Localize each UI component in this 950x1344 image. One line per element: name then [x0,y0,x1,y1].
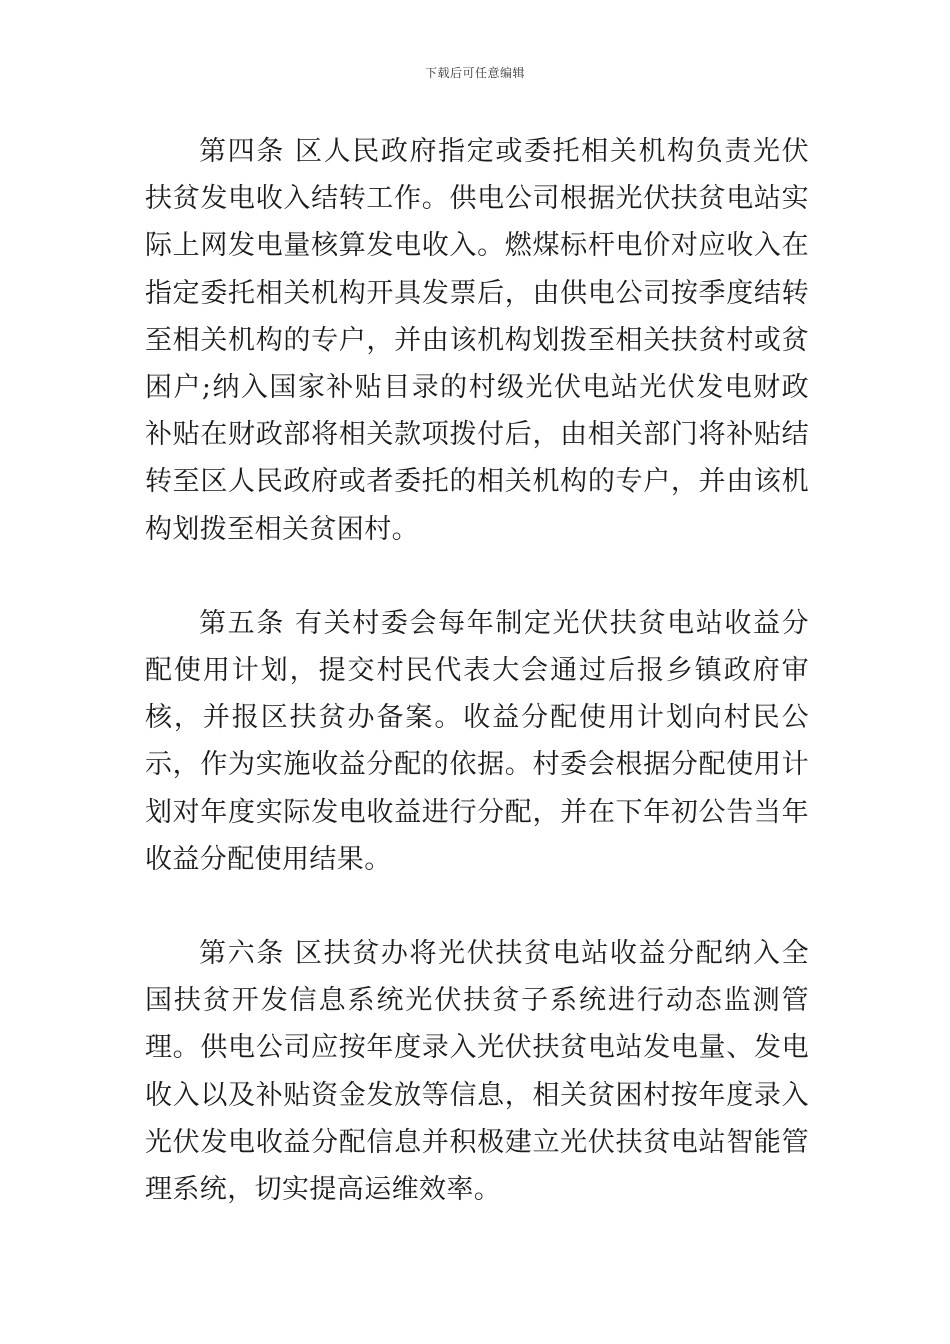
article-6: 第六条 区扶贫办将光伏扶贫电站收益分配纳入全国扶贫开发信息系统光伏扶贫子系统进行动态监测管理。供电公司应按年度录入光伏扶贫电站发电量、发电收入以及补贴资金发放等信息，相关贫困村按年度录入光伏发电收益分配信息并积极建立光伏扶贫电站智能管理系统，切实提高运维效率。 [145,938,809,1206]
article-4: 第四条 区人民政府指定或委托相关机构负责光伏扶贫发电收入结转工作。供电公司根据光伏扶贫电站实际上网发电量核算发电收入。燃煤标杆电价对应收入在指定委托相关机构开具发票后，由供电公司按季度结转至相关机构的专户，并由该机构划拨至相关扶贫村或贫困户;纳入国家补贴目录的村级光伏电站光伏发电财政补贴在财政部将相关款项拨付后，由相关部门将补贴结转至区人民政府或者委托的相关机构的专户，并由该机构划拨至相关贫困村。 [145,136,809,545]
page-header-note: 下载后可任意编辑 [424,66,525,80]
document-body [145,128,809,1213]
article-5: 第五条 有关村委会每年制定光伏扶贫电站收益分配使用计划，提交村民代表大会通过后报乡镇政府审核，并报区扶贫办备案。收益分配使用计划向村民公示，作为实施收益分配的依据。村委会根据分配使用计划对年度实际发电收益进行分配，并在下年初公告当年收益分配使用结果。 [145,607,809,875]
